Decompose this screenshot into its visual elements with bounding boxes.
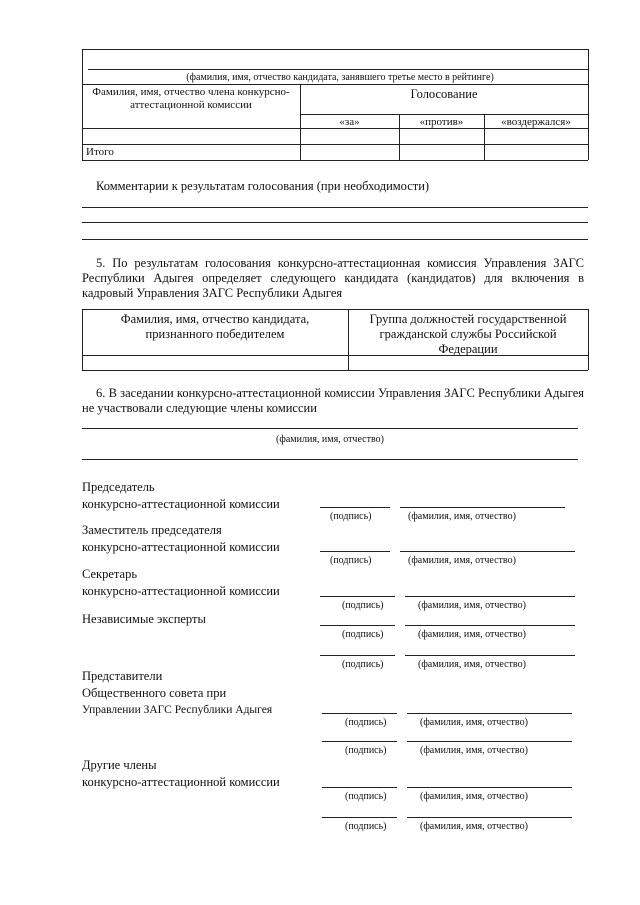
signature-line [320,507,390,508]
winner-col1: Фамилия, имя, отчество кандидата, признанного победителем [120,312,310,341]
sign-caption: (подпись) [342,659,384,670]
comments-label: Комментарии к результатам голосования (при необходимости) [96,179,430,193]
others-commission: конкурсно-аттестационной комиссии [82,775,280,789]
experts-label: Независимые эксперты [82,612,206,626]
representatives-council: Общественного совета при [82,686,227,700]
name-caption: (фамилия, имя, отчество) [418,659,526,670]
col-abstained: «воздержался» [501,116,571,128]
deputy-label: Заместитель председателя [82,523,222,537]
secretary-title [82,567,280,599]
name-caption: (фамилия, имя, отчество) [408,511,516,522]
name-line [407,817,572,818]
chairman-label: Председатель [82,480,155,494]
sign-caption: (подпись) [345,791,387,802]
name-line [405,625,575,626]
representatives-office: Управлении ЗАГС Республики Адыгея [82,704,273,716]
others-label: Другие члены [82,758,157,772]
secretary-label: Секретарь [82,567,138,581]
comment-line [82,239,588,240]
comment-line [82,207,588,208]
name-caption: (фамилия, имя, отчество) [420,821,528,832]
sign-caption: (подпись) [330,555,372,566]
name-line [407,741,572,742]
absent-members-line [82,428,578,429]
name-caption: (фамилия, имя, отчество) [418,600,526,611]
secretary-commission: конкурсно-аттестационной комиссии [82,584,280,598]
signature-line [322,741,397,742]
deputy-title [82,523,280,555]
sign-caption: (подпись) [342,629,384,640]
name-line [407,787,572,788]
total-label: Итого [86,146,114,158]
winner-col2: Группа должностей государственной гражданской службы Российской Федерации [369,312,567,356]
col-against: «против» [419,116,464,128]
name-caption: (фамилия, имя, отчество) [420,745,528,756]
sign-caption: (подпись) [345,821,387,832]
chairman-title [82,480,280,512]
deputy-commission: конкурсно-аттестационной комиссии [82,540,280,554]
fio-caption: (фамилия, имя, отчество) [276,434,384,445]
section6-text: 6. В заседании конкурсно-аттестационной комиссии Управления ЗАГС Республики Адыгея не участвовали следующие члены комиссии [82,386,584,415]
name-caption: (фамилия, имя, отчество) [420,717,528,728]
name-line [400,507,565,508]
sign-caption: (подпись) [345,717,387,728]
absent-members-line [82,459,578,460]
signature-line [320,655,395,656]
signature-line [320,625,395,626]
sign-caption: (подпись) [330,511,372,522]
signature-line [322,817,397,818]
chairman-commission: конкурсно-аттестационной комиссии [82,497,280,511]
signature-line [322,713,397,714]
sign-caption: (подпись) [345,745,387,756]
name-line [400,551,575,552]
name-line [405,596,575,597]
representatives-title [82,669,272,718]
sign-caption: (подпись) [342,600,384,611]
signature-line [322,787,397,788]
others-title [82,758,280,790]
name-caption: (фамилия, имя, отчество) [408,555,516,566]
signature-line [320,551,390,552]
member-header: Фамилия, имя, отчество члена конкурсно-аттестационной комиссии [92,86,290,111]
section5-text: 5. По результатам голосования конкурсно-аттестационная комиссия Управления ЗАГС Республики Адыгея определяет следующего кандидата (кандидатов) для включения в кадровый Управления ЗАГС Республики Адыгея [82,256,584,300]
col-for: «за» [339,116,360,128]
comment-line [82,222,588,223]
voting-header: Голосование [410,87,478,101]
name-caption: (фамилия, имя, отчество) [418,629,526,640]
third-place-caption: (фамилия, имя, отчество кандидата, занявшего третье место в рейтинге) [186,72,494,83]
name-line [407,713,572,714]
name-line [405,655,575,656]
signature-line [320,596,395,597]
representatives-label: Представители [82,669,163,683]
name-caption: (фамилия, имя, отчество) [420,791,528,802]
